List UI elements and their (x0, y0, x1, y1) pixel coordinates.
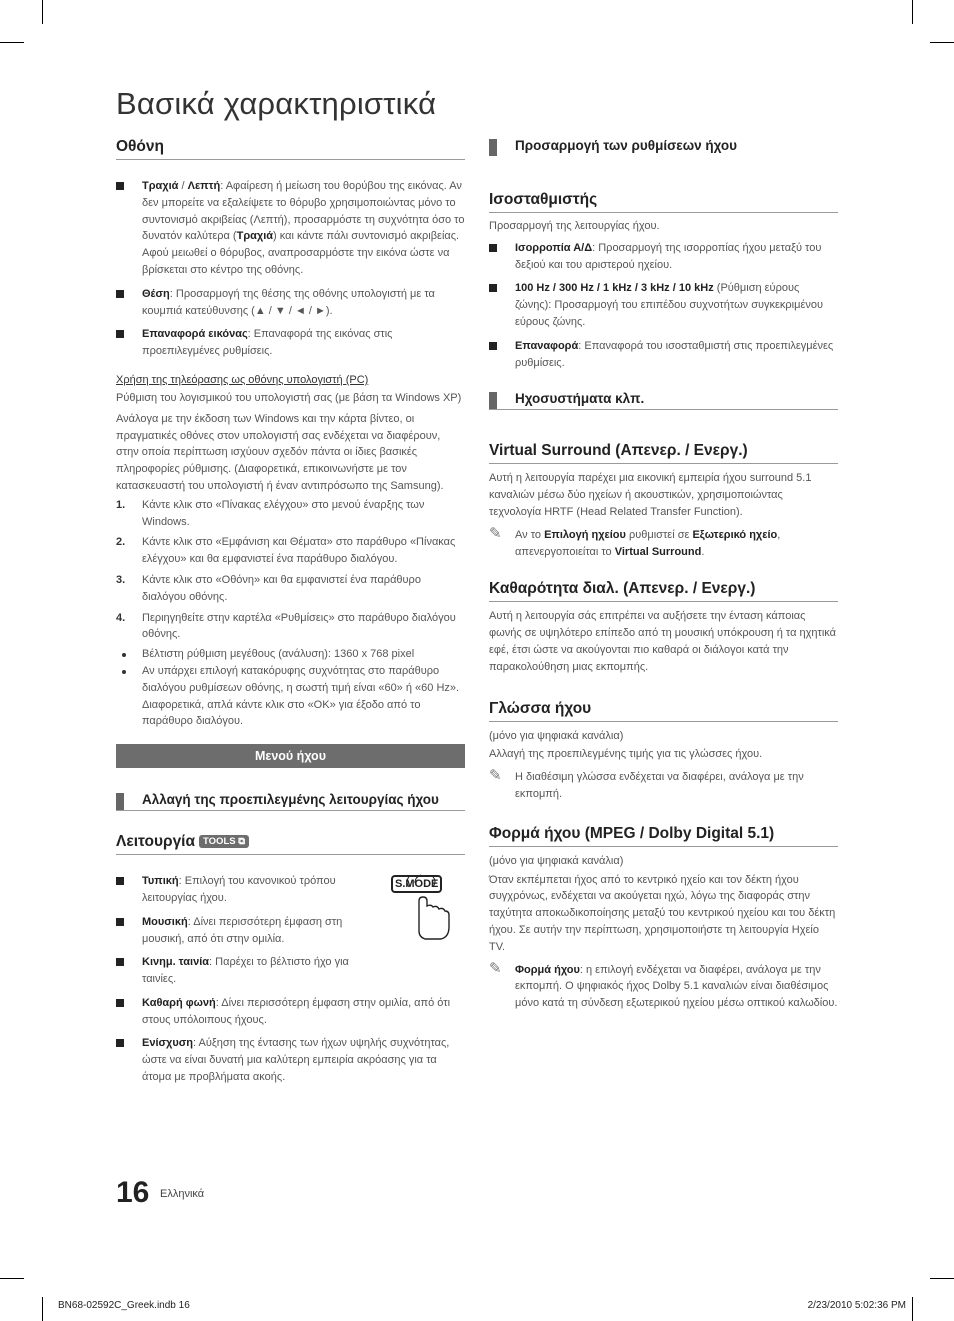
equalizer-heading: Ισοσταθμιστής (489, 191, 838, 213)
dialog-clarity-text: Αυτή η λειτουργία σάς επιτρέπει να αυξήσετε την ένταση κάποιας φωνής σε υψηλότερο επίπεδο από τη μουσική υπόκρουση ή τα ηχητικά εφέ, έτσι ώστε να ακούγονται πιο καθαρά οι διάλογοι κατά την παρακολούθηση μιας εκπομπής. (489, 610, 837, 673)
list-item: Επαναφορά εικόνας: Επαναφορά της εικόνας στις προεπιλεγμένες ρυθμίσεις. (116, 326, 465, 360)
list-item: Τυπική: Επιλογή του κανονικού τρόπου λειτουργίας ήχου. (116, 873, 465, 907)
left-column (116, 138, 465, 1086)
bullet-square-icon (116, 958, 124, 966)
page-number: 16 (116, 1176, 150, 1209)
mode-heading: Λειτουργία TOOLS ⧉ (116, 833, 465, 855)
bullet-square-icon (116, 1039, 124, 1047)
bullet-dot-icon (122, 670, 126, 674)
audio-language-scope: (μόνο για ψηφιακά κανάλια) (489, 729, 624, 742)
note-item: ✎ Φορμά ήχου: η επιλογή ενδέχεται να διαφέρει, ανάλογα με την εκπομπή. Ο ψηφιακός ήχος Dolby 5.1 καναλιών είναι διαθέσιμος μόνο κατά τη σύνδεση εξωτερικού ηχείου μέσω οπτικού καλωδίου. (489, 959, 838, 1010)
bullet-square-icon (489, 342, 497, 350)
list-item: Καθαρή φωνή: Δίνει περισσότερη έμφαση στην ομιλία, από ότι στους υπόλοιπους ήχους. (116, 995, 465, 1029)
step-item: 4. Περιηγηθείτε στην καρτέλα «Ρυθμίσεις» στο παράθυρο διαλόγου οθόνης. (116, 611, 456, 641)
page-language: Ελληνικά (160, 1188, 205, 1200)
note-pencil-icon: ✎ (489, 767, 502, 785)
chapter-title: Βασικά χαρακτηριστικά (116, 86, 437, 121)
virtual-surround-text: Αυτή η λειτουργία παρέχει μια εικονική εμπειρία ήχου surround 5.1 καναλιών μέσω δύο ηχείων ή ακουστικών, χρησιμοποιώντας τεχνολογία HRTF (Head Related Transfer Function). (489, 472, 812, 518)
note-pencil-icon: ✎ (489, 524, 502, 542)
footer-date: 2/23/2010 5:02:36 PM (807, 1300, 906, 1311)
dot-item: Βέλτιστη ρύθμιση μεγέθους (ανάλυση): 1360 x 768 pixel (116, 646, 465, 663)
list-item: 100 Hz / 300 Hz / 1 kHz / 3 kHz / 10 kHz (Ρύθμιση εύρους ζώνης): Προσαρμογή του επιπέδου συχνοτήτων συγκεκριμένου εύρους ζώνης. (489, 280, 838, 330)
list-item: Τραχιά / Λεπτή: Αφαίρεση ή μείωση του θορύβου της εικόνας. Αν δεν μπορείτε να εξαλείψετε το θόρυβο χρησιμοποιώντας μόνο το συντονισμό ακριβείας (Λεπτή), προσαρμόστε τη συχνότητα όσο το δυνατόν καλύτερα (Τραχιά) και κάντε πάλι συντονισμό ακριβείας. Αφού μειωθεί ο θόρυβος, αναπροσαρμόστε την εικόνα ώστε να βρίσκεται στο κέντρο της οθόνης. (116, 178, 465, 279)
note-pencil-icon: ✎ (489, 959, 502, 977)
step-item: 1. Κάντε κλικ στο «Πίνακας ελέγχου» στο μενού έναρξης των Windows. (116, 498, 425, 528)
audio-language-heading: Γλώσσα ήχου (489, 700, 838, 722)
tools-icon: TOOLS ⧉ (199, 835, 249, 848)
crop-mark (930, 42, 954, 43)
screen-heading: Οθόνη (116, 138, 465, 160)
bullet-square-icon (116, 330, 124, 338)
right-column (489, 138, 838, 1012)
pc-intro: Ρύθμιση του λογισμικού του υπολογιστή σας (με βάση τα Windows XP) (116, 391, 462, 404)
adjust-sound-subheading: Προσαρμογή των ρυθμίσεων ήχου (489, 138, 838, 156)
step-item: 2. Κάντε κλικ στο «Εμφάνιση και Θέματα» στο παράθυρο «Πίνακας ελέγχου» και θα εμφανιστεί ένα παράθυρο διαλόγου. (116, 536, 456, 566)
audio-format-text: Όταν εκπέμπεται ήχος από το κεντρικό ηχείο και τον δέκτη ήχου συγχρόνως, ενδέχεται να ακούγεται ηχώ, λόγω της διαφοράς στην ταχύτητα αποκωδικοποίησης μεταξύ του κεντρικού ηχείου και του δέκτη ήχου. Σε αυτήν την περίπτωση, χρησιμοποιήστε τη λειτουργία Ηχείο TV. (489, 873, 836, 953)
crop-mark (930, 1278, 954, 1279)
crop-mark (42, 0, 43, 24)
bullet-square-icon (116, 918, 124, 926)
bullet-square-icon (116, 182, 124, 190)
sound-menu-band: Μενού ήχου (116, 744, 465, 768)
bullet-square-icon (116, 999, 124, 1007)
section-marker-icon (489, 139, 497, 156)
pc-intro: Ανάλογα με την έκδοση των Windows και την κάρτα βίντεο, οι πραγματικές οθόνες στον υπολογιστή σας ενδέχεται να διαφέρουν, στην οποία περίπτωση ισχύουν σχεδόν πάντα οι ίδιες βασικές πληροφορίες ρύθμισης. (Διαφορετικά, επικοινωνήστε με τον κατασκευαστή του υπολογιστή ή έναν αντιπρόσωπο της Samsung). (116, 412, 444, 492)
crop-mark (0, 1278, 24, 1279)
pc-subsection-title: Χρήση της τηλεόρασης ως οθόνης υπολογιστή (PC) (116, 373, 369, 386)
list-item: Ενίσχυση: Αύξηση της έντασης των ήχων υψηλής συχνότητας, ώστε να είναι δυνατή μια καλύτερη εμπειρία ακρόασης για τα άτομα με προβλήματα ακοής. (116, 1035, 465, 1085)
crop-mark (912, 1297, 913, 1321)
bullet-square-icon (116, 290, 124, 298)
note-item: ✎ Αν το Επιλογή ηχείου ρυθμιστεί σε Εξωτερικό ηχείο, απενεργοποιείται το Virtual Surround. (489, 524, 781, 558)
bullet-square-icon (116, 877, 124, 885)
dot-item: Αν υπάρχει επιλογή κατακόρυφης συχνότητας στο παράθυρο διαλόγου ρυθμίσεων οθόνης, η σωστή τιμή είναι «60» ή «60 Hz». Διαφορετικά, απλά κάντε κλικ στο «OK» για έξοδο από το παράθυρο διαλόγου. (116, 663, 465, 730)
note-item: ✎ Η διαθέσιμη γλώσσα ενδέχεται να διαφέρει, ανάλογα με την εκπομπή. (489, 767, 804, 800)
virtual-surround-heading: Virtual Surround (Απενερ. / Ενεργ.) (489, 442, 838, 464)
list-item: Μουσική: Δίνει περισσότερη έμφαση στη μουσική, από ότι στην ομιλία. (116, 914, 465, 948)
audio-format-heading: Φορμά ήχου (MPEG / Dolby Digital 5.1) (489, 825, 838, 847)
list-item: Κινημ. ταινία: Παρέχει το βέλτιστο ήχο για ταινίες. (116, 954, 465, 988)
bullet-square-icon (489, 284, 497, 292)
section-marker-icon (116, 793, 124, 810)
crop-mark (0, 42, 24, 43)
crop-mark (42, 1297, 43, 1321)
bullet-square-icon (489, 244, 497, 252)
section-marker-icon (489, 392, 497, 409)
audio-language-text: Αλλαγή της προεπιλεγμένης τιμής για τις γλώσσες ήχου. (489, 748, 763, 761)
footer-file: BN68-02592C_Greek.indb 16 (58, 1300, 190, 1311)
list-item: Ισορροπία Α/Δ: Προσαρμογή της ισορροπίας ήχου μεταξύ του δεξιού και του αριστερού ηχείου. (489, 240, 838, 274)
dialog-clarity-heading: Καθαρότητα διαλ. (Απενερ. / Ενεργ.) (489, 580, 838, 602)
list-item: Επαναφορά: Επαναφορά του ισοσταθμιστή στις προεπιλεγμένες ρυθμίσεις. (489, 338, 838, 372)
audio-format-scope: (μόνο για ψηφιακά κανάλια) (489, 854, 624, 867)
crop-mark (912, 0, 913, 24)
bullet-dot-icon (122, 653, 126, 657)
list-item: Θέση: Προσαρμογή της θέσης της οθόνης υπολογιστή με τα κουμπιά κατεύθυνσης (▲ / ▼ / ◄ / ►). (116, 286, 465, 320)
equalizer-intro: Προσαρμογή της λειτουργίας ήχου. (489, 220, 660, 232)
change-mode-subheading: Αλλαγή της προεπιλεγμένης λειτουργίας ήχου (116, 792, 465, 811)
sound-systems-subheading: Ηχοσυστήματα κλπ. (489, 391, 838, 410)
step-item: 3. Κάντε κλικ στο «Οθόνη» και θα εμφανιστεί ένα παράθυρο διαλόγου οθόνης. (116, 573, 421, 603)
smode-remote-icon: S.MODE (391, 867, 451, 947)
